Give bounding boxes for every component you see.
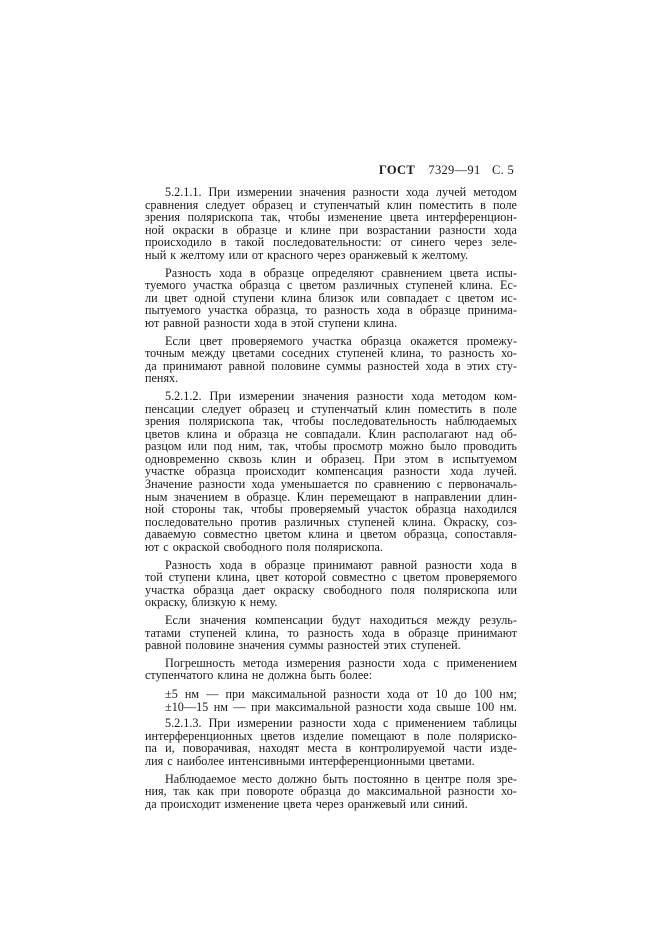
- text-line: Погрешность метода измерения разности хода с применением: [165, 655, 517, 670]
- text-line: 5.2.1.3. При измерении разности хода с применением таблицы: [165, 716, 517, 731]
- text-line: ным значением в образце. Клин перемещают в направлении длин-: [145, 489, 517, 504]
- text-line: па и, поворачивая, находят места в контролируемой части изде-: [145, 741, 517, 756]
- text-line: разцом или под ним, так, чтобы просмотр можно было проводить: [145, 439, 517, 454]
- text-line: равной половине значения суммы разностей этих ступеней.: [145, 638, 461, 653]
- text-line: Если цвет проверяемого участка образца окажется промежу-: [165, 333, 517, 348]
- text-line: окраску, близкую к нему.: [145, 595, 278, 610]
- text-line: Разность хода в образце принимают равной разности хода в: [165, 557, 517, 572]
- standard-label: ГОСТ: [378, 163, 415, 177]
- paragraph-p-raznost-v-obrazce: [145, 267, 517, 330]
- tolerance-line: ±5 нм — при максимальной разности хода от 10 до 100 нм;: [165, 686, 517, 701]
- paragraph-p-nablyudaemoe: [145, 773, 517, 811]
- text-line: Значение разности хода уменьшается по сравнению с первоначаль-: [145, 477, 517, 492]
- text-line: ной окраски в образце и клине при возрастании разности хода: [145, 222, 517, 237]
- paragraph-p-mezhdu-rezultatami: [145, 614, 517, 652]
- paragraph-p-promezhutochnym: [145, 335, 517, 385]
- text-line: ют с окраской свободного поля полярископа.: [145, 540, 383, 555]
- text-line: даваемую совместно цветом клина и цветом образца, сопоставля-: [145, 527, 517, 542]
- text-line: да принимают равной половине суммы разностей хода в этих сту-: [145, 358, 517, 373]
- text-line: пенсации следует образец и ступенчатый клин поместить в поле: [145, 401, 517, 416]
- tolerance-line: ±10—15 нм — при максимальной разности хода свыше 100 нм.: [165, 699, 517, 714]
- text-line: зрения полярископа так, чтобы последовательность наблюдаемых: [145, 414, 517, 429]
- text-line: Наблюдаемое место должно быть постоянно в центре поля зре-: [165, 771, 517, 786]
- text-line: татами ступеней клина, то разность хода в образце принимают: [145, 625, 517, 640]
- text-line: 5.2.1.1. При измерении значения разности хода лучей методом: [165, 185, 517, 199]
- paragraph-p-pogreshnost: [145, 657, 517, 682]
- text-line: ли цвет одной ступени клина близок или совпадает с цветом ис-: [145, 290, 517, 305]
- page-number: С. 5: [491, 163, 514, 177]
- text-line: цветов клина и образца не совпадали. Клин располагают над об-: [145, 426, 517, 441]
- text-line: Разность хода в образце определяют сравнением цвета испы-: [165, 265, 517, 280]
- text-line: 5.2.1.2. При измерении значения разности хода методом ком-: [165, 388, 517, 403]
- standard-number: 7329—91: [428, 163, 481, 177]
- text-line: ный к желтому или от красного через оранжевый к желтому.: [145, 247, 469, 262]
- body-text: [145, 186, 517, 815]
- text-line: ступенчатого клина не должна быть более:: [145, 668, 373, 683]
- text-line: пытуемого участка образца, то разность хода в образце принима-: [145, 303, 517, 318]
- paragraph-p-5-2-1-2: [145, 390, 517, 554]
- text-line: участке образца происходит компенсация разности хода лучей.: [145, 464, 517, 479]
- paragraph-p-5-2-1-3: [145, 717, 517, 767]
- text-line: интерференционных цветов изделие помещают в поле полярискo-: [145, 728, 517, 743]
- paragraph-p-odnoy-stupeni: [145, 559, 517, 609]
- text-line: последовательно против различных ступеней клина. Окраску, соз-: [145, 514, 517, 529]
- text-line: ют равной разности хода в этой ступени клина.: [145, 315, 398, 330]
- page-header: [379, 163, 514, 178]
- paragraph-p-5-2-1-1: [145, 186, 517, 262]
- text-line: ния, так как при повороте образца до максимальной разности хо-: [145, 784, 517, 799]
- text-line: зрения полярископа так, чтобы изменение цвета интерференцион-: [145, 210, 517, 225]
- text-line: одновременно сквозь клин и образец. При этом в испытуемом: [145, 451, 517, 466]
- text-line: туемого участка образца с цветом различных ступеней клина. Ес-: [145, 278, 517, 293]
- text-line: точным между цветами соседних ступеней клина, то разность хо-: [145, 346, 517, 361]
- text-line: той ступени клина, цвет которой совместно с цветом проверяемого: [145, 570, 517, 585]
- text-line: да происходит изменение цвета через оранжевый или синий.: [145, 796, 468, 811]
- text-line: ной стороны так, чтобы проверяемый участок образца находился: [145, 502, 517, 517]
- text-line: Если значения компенсации будут находиться между резуль-: [165, 613, 517, 627]
- text-line: происходило в такой последовательности: от синего через зеле-: [145, 235, 517, 250]
- text-line: лия с наиболее интенсивными интерференционными цветами.: [145, 753, 475, 768]
- text-line: сравнения следует образец и ступенчатый клин поместить в поле: [145, 197, 517, 212]
- text-line: участка образца дает окраску свободного поля полярископа или: [145, 582, 517, 597]
- text-line: пенях.: [145, 371, 179, 386]
